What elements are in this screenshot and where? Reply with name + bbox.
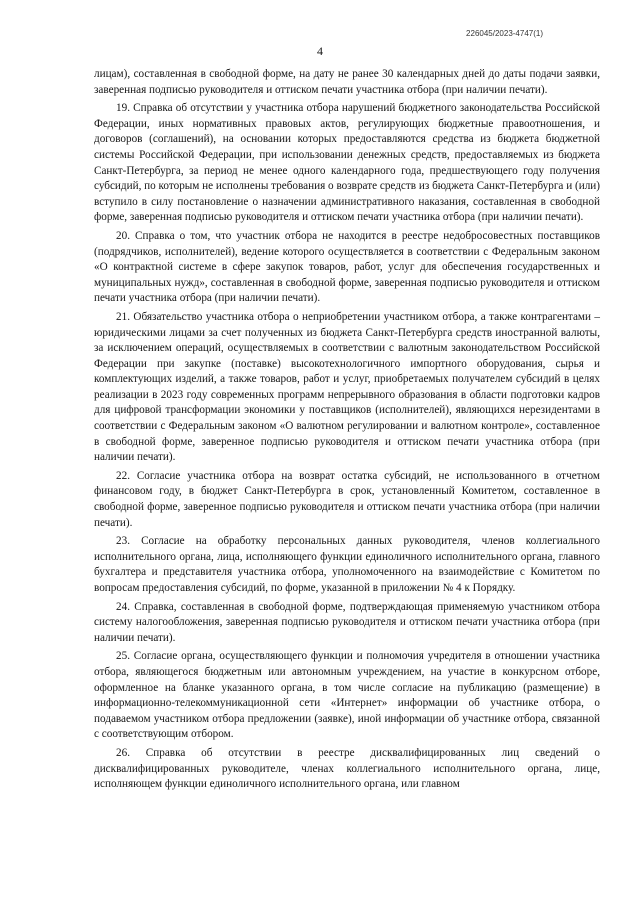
paragraph-item-21: 21. Обязательство участника отбора о неприобретении участником отбора, а также контрагентами – юридическими лицами за счет полученных из бюджета Санкт-Петербурга средств иностранной валюты, за исключением операций, осуществляемых в соответствии с валютным законодательством Российской Федерации при закупке (поставке) высокотехнологичного импортного оборудования, сырья и комплектующих изделий, а также товаров, работ и услуг, приобретаемых получателем субсидий в целях реализации в 2023 году современных программ непрерывного образования в области подготовки кадров для цифровой трансформации экономики у поставщиков (исполнителей), являющихся нерезидентами в соответствии с Федеральным законом «О валютном регулировании и валютном контроле», составленное в свободной форме, заверенное подписью руководителя и оттиском печати участника отбора (при наличии печати). [94,310,600,464]
paragraph-continuation: лицам), составленная в свободной форме, на дату не ранее 30 календарных дней до даты подачи заявки, заверенная подписью руководителя и оттиском печати участника отбора (при наличии печати). [94,68,600,96]
document-body [94,67,600,796]
document-number: 226045/2023-4747(1) [466,29,543,38]
paragraph-item-26: 26. Справка об отсутствии в реестре дисквалифицированных лиц сведений о дисквалифицированных руководителе, членах коллегиального исполнительного органа, лице, исполняющем функции единоличного исполнительного органа, или главном [94,746,600,791]
paragraph-item-24: 24. Справка, составленная в свободной форме, подтверждающая применяемую участником отбора систему налогообложения, заверенная подписью руководителя и оттиском печати участника отбора (при наличии печати). [94,600,600,644]
paragraph-item-25: 25. Согласие органа, осуществляющего функции и полномочия учредителя в отношении участника отбора, являющегося бюджетным или автономным учреждением, на участие в конкурсном отборе, оформленное на бланке указанного органа, в том числе согласие на публикацию (размещение) в информационно-телекоммуникационной сети «Интернет» информации об участнике отбора, о подаваемом участником отбора предложении (заявке), иной информации об участнике отбора, связанной с соответствующим отбором. [94,650,600,741]
paragraph-item-22: 22. Согласие участника отбора на возврат остатка субсидий, не использованного в отчетном финансовом году, в бюджет Санкт-Петербурга в срок, установленный Комитетом, составленное в свободной форме, заверенное подписью руководителя и оттиском печати участника отбора (при наличии печати). [94,469,600,529]
paragraph-item-19: 19. Справка об отсутствии у участника отбора нарушений бюджетного законодательства Российской Федерации, иных нормативных правовых актов, регулирующих бюджетные правоотношения, и договоров (соглашений), на основании которых предоставляются средства из бюджета бюджетной системы Российской Федерации, при использовании денежных средств, предоставляемых из бюджета Санкт-Петербурга, за период не менее одного календарного года, предшествующего году получения субсидий, по которым не исполнены требования о возврате средств из бюджета Санкт-Петербурга и (или) вступило в силу постановление о назначении административного наказания, составленная в свободной форме, заверенная подписью руководителя и оттиском печати участника отбора (при наличии печати). [94,102,600,224]
paragraph-item-20: 20. Справка о том, что участник отбора не находится в реестре недобросовестных поставщиков (подрядчиков, исполнителей), ведение которого осуществляется в соответствии с Федеральным законом «О контрактной системе в сфере закупок товаров, работ, услуг для обеспечения государственных и муниципальных нужд», составленная в свободной форме, заверенная подписью руководителя и оттиском печати участника отбора (при наличии печати). [94,229,600,305]
paragraph-item-23: 23. Согласие на обработку персональных данных руководителя, членов коллегиального исполнительного органа, лица, исполняющего функции единоличного исполнительного органа, главного бухгалтера и представителя участника отбора, уполномоченного на взаимодействие с Комитетом по вопросам предоставления субсидий, по форме, указанной в приложении № 4 к Порядку. [94,535,600,594]
page-number: 4 [317,44,323,58]
